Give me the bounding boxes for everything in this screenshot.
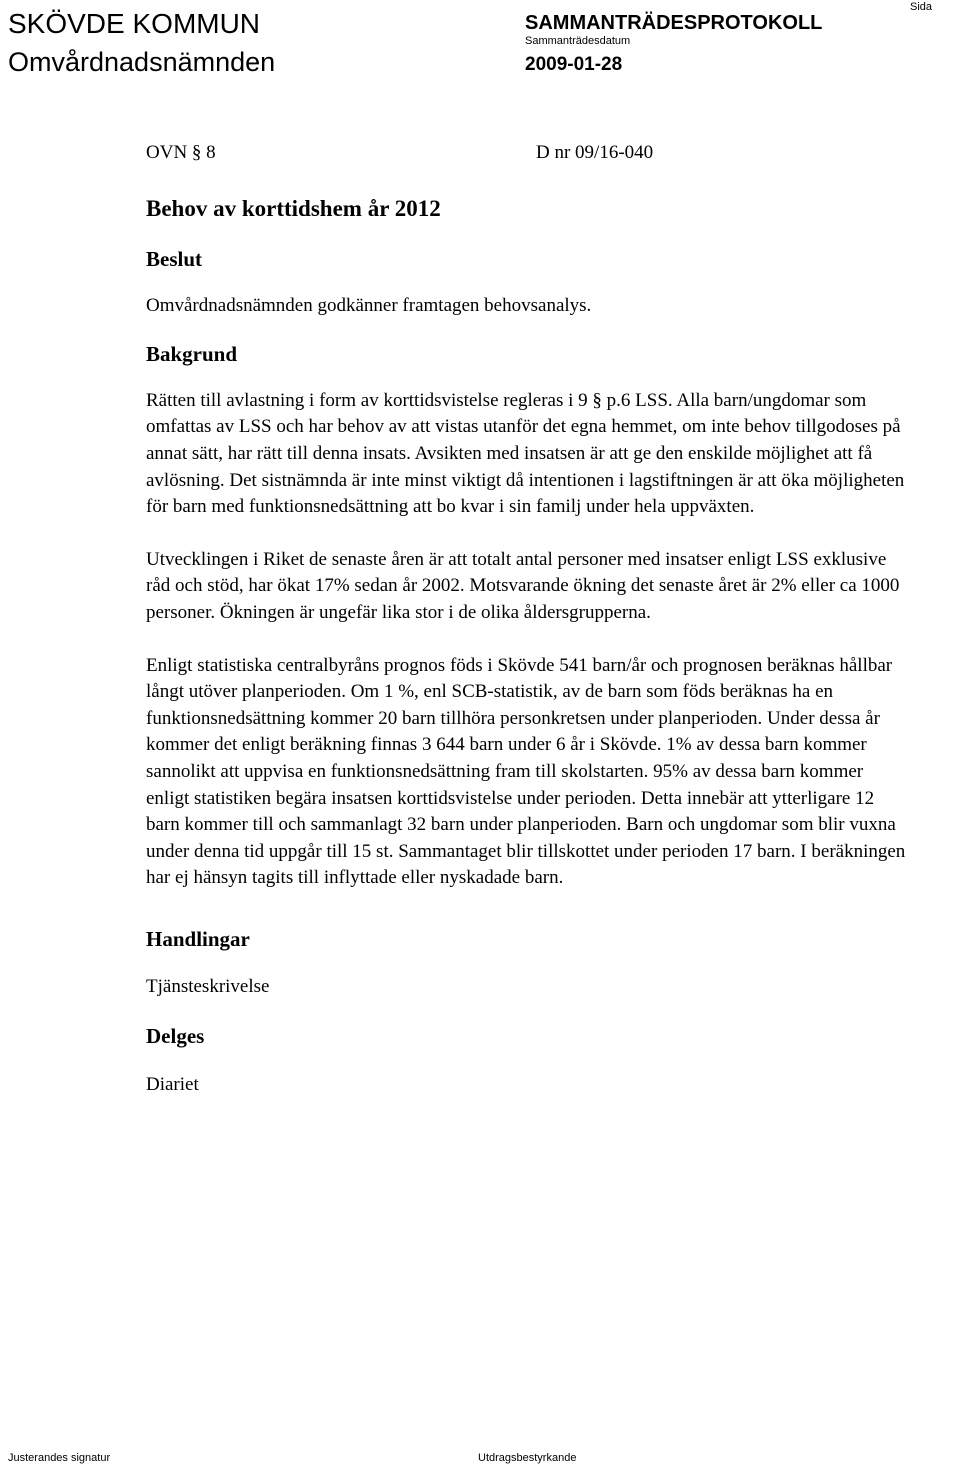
bakgrund-paragraph-3: Enligt statistiska centralbyråns prognos föds i Skövde 541 barn/år och prognosen beräknas hållbar långt utöver planperioden. Om 1 %, enl SCB-statistik, av de barn som föds beräknas ha en funktionsnedsättning kommer 20 barn tillhöra personkretsen under planperioden. Under dessa år kommer det enligt beräkning finnas 3 644 barn under 6 år i Skövde. 1% av dessa barn kommer sannolikt att uppvisa en funktionsnedsättning fram till skolstarten. 95% av dessa barn kommer enligt statistiken begära insatsen korttidsvistelse under perioden. Detta innebär att ytterligare 12 barn kommer till och sammanlagt 32 barn under planperioden. Barn och ungdomar som blir vuxna under denna tid uppgår till 15 st. Sammantaget blir tillskottet under perioden 17 barn. I beräkningen har ej hänsyn tagits till inflyttade eller nyskadade barn. — [146, 654, 906, 889]
delges-heading: Delges — [146, 1024, 205, 1049]
delges-text: Diariet — [146, 1073, 199, 1095]
meeting-date-label: Sammanträdesdatum — [525, 35, 631, 47]
bakgrund-paragraph-1: Rätten till avlastning i form av korttidsvistelse regleras i 9 § p.6 LSS. Alla barn/ungdomar som omfattas av LSS och har behov av att vistas utanför det egna hemmet, om inte behov tillgodoses på annat sätt, har rätt till denna insats. Avsikten med insatsen är att ge den enskilde möjlighet att få avlösning. Det sistnämnda är inte minst viktigt då intentionen i lagstiftningen är att öka möjligheten för barn med funktionsnedsättning att bo kvar i sin familj under hela uppväxten. — [146, 389, 905, 518]
signature-label: Justerandes signatur — [8, 1452, 111, 1464]
diary-number: D nr 09/16-040 — [536, 142, 654, 163]
beslut-text: Omvårdnadsnämnden godkänner framtagen behovsanalys. — [146, 294, 592, 316]
certification-label: Utdragsbestyrkande — [478, 1452, 577, 1464]
reference-row — [146, 140, 906, 170]
handlingar-heading: Handlingar — [146, 926, 250, 951]
item-title: Behov av korttidshem år 2012 — [146, 196, 441, 221]
handlingar-text: Tjänsteskrivelse — [146, 976, 270, 998]
beslut-heading: Beslut — [146, 247, 203, 271]
department-name: Omvårdnadsnämnden — [8, 47, 276, 77]
bakgrund-paragraph-2: Utvecklingen i Riket de senaste åren är att totalt antal personer med insatser enligt LSS exklusive råd och stöd, har ökat 17% sedan år 2002. Motsvarande ökning det senaste året är 2% eller ca 1000 personer. Ökningen är ungefär lika stor i de olika åldersgrupperna. — [146, 548, 900, 623]
bakgrund-heading: Bakgrund — [146, 342, 238, 367]
meeting-date: 2009-01-28 — [525, 54, 623, 75]
page-label: Sida — [910, 1, 933, 13]
protocol-body — [146, 140, 906, 1098]
municipality-name: SKÖVDE KOMMUN — [8, 8, 261, 39]
document-type: SAMMANTRÄDESPROTOKOLL — [525, 12, 823, 34]
item-number: OVN § 8 — [146, 142, 216, 163]
